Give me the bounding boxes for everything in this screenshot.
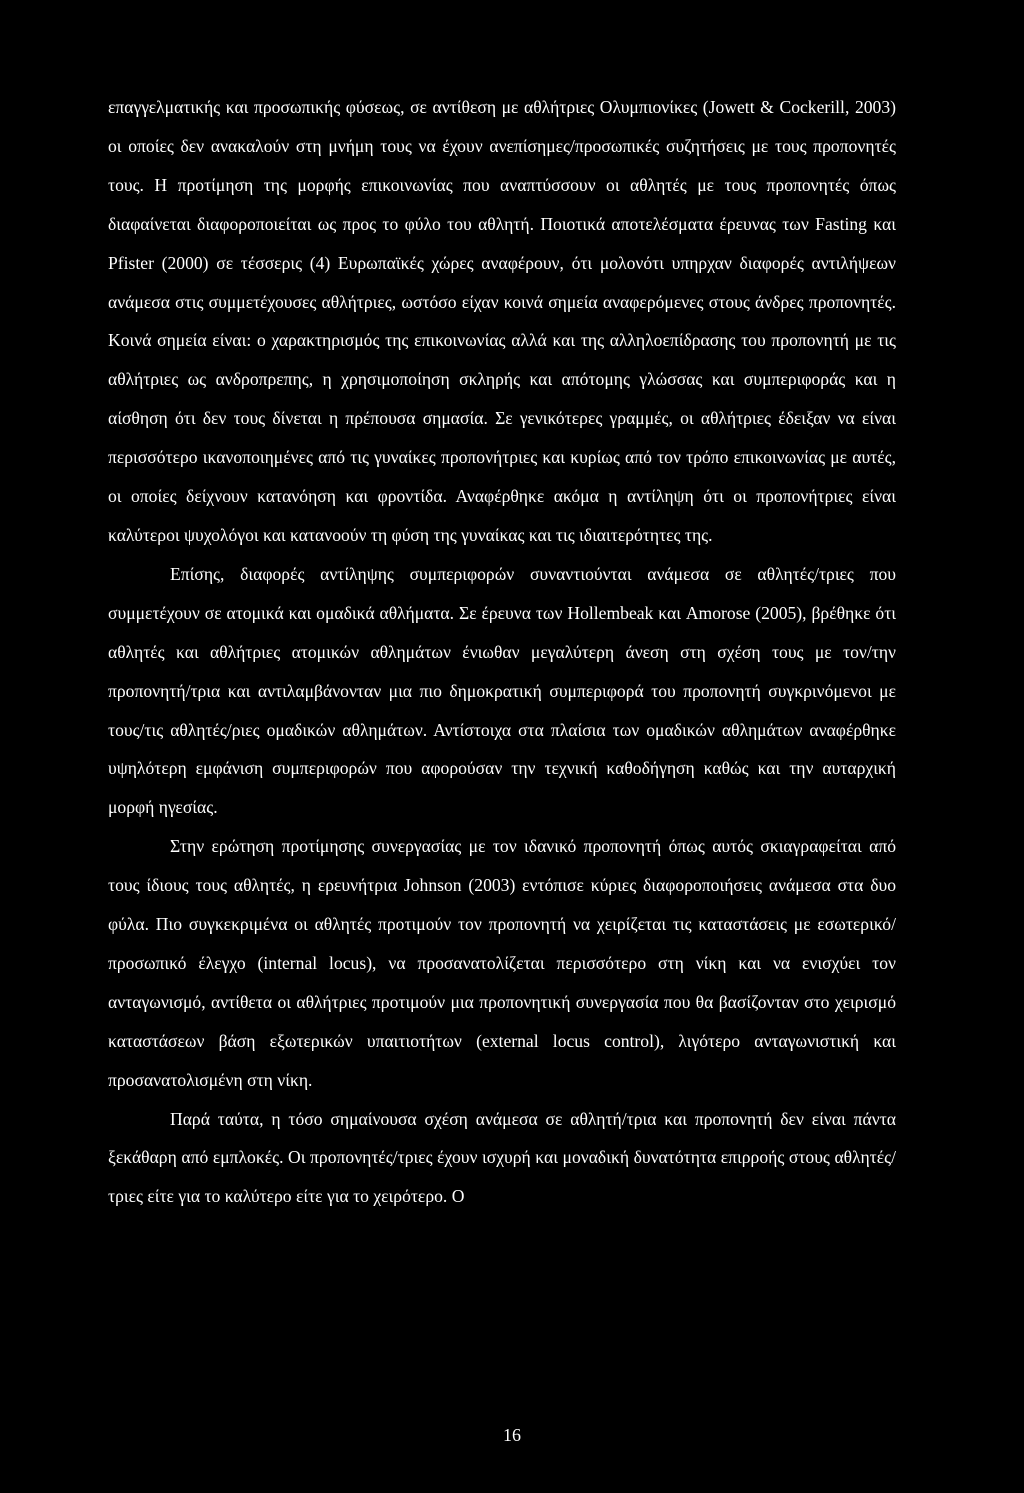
paragraph: Παρά ταύτα, η τόσο σημαίνουσα σχέση ανάμεσα σε αθλητή/τρια και προπονητή δεν είναι πάντα ξεκάθαρη από εμπλοκές. Οι προπονητές/τριες έχουν ισχυρή και μοναδική δυνατότητα επιρροής στους αθλητές/τριες είτε για το καλύτερο είτε για το χειρότερο. Ο bbox=[108, 1108, 896, 1207]
paragraph: Επίσης, διαφορές αντίληψης συμπεριφορών συναντιούνται ανάμεσα σε αθλητές/τριες που συμμετέχουν σε ατομικά και ομαδικά αθλήματα. Σε έρευνα των Hollembeak και Amorose (2005), βρέθηκε ότι αθλητές και αθλήτριες ατομικών αθλημάτων ένιωθαν μεγαλύτερη άνεση στη σχέση τους με τον/την προπονητή/τρια και αντιλαμβάνονταν μια πιο δημοκρατική συμπεριφορά του προπονητή συγκρινόμενοι με τους/τις αθλητές/ριες ομαδικών αθλημάτων. Αντίστοιχα στα πλαίσια των ομαδικών αθλημάτων αναφέρθηκε υψηλότερη εμφάνιση συμπεριφορών που αφορούσαν την τεχνική καθοδήγηση καθώς και την αυταρχική μορφή ηγεσίας. bbox=[108, 563, 896, 818]
paragraph-continued: επαγγελματικής και προσωπικής φύσεως, σε αντίθεση με αθλήτριες Ολυμπιονίκες (Jowett & Cockerill, 2003) οι οποίες δεν ανακαλούν στη μνήμη τους να έχουν ανεπίσημες/προσωπικές συζητήσεις με τους προπονητές τους. Η προτίμηση της μορφής επικοινωνίας που αναπτύσσουν οι αθλητές με τους προπονητές όπως διαφαίνεται διαφοροποιείται ως προς το φύλο του αθλητή. Ποιοτικά αποτελέσματα έρευνας των Fasting και Pfister (2000) σε τέσσερις (4) Ευρωπαϊκές χώρες αναφέρουν, ότι μολονότι υπηρχαν διαφορές αντιλήψεων ανάμεσα στις συμμετέχουσες αθλήτριες, ωστόσο είχαν κοινά σημεία αναφερόμενες στους άνδρες προπονητές. Κοινά σημεία είναι: ο χαρακτηρισμός της επικοινωνίας αλλά και της αλληλοεπίδρασης του προπονητή με τις αθλήτριες ως ανδροπρεπης, η χρησιμοποίηση σκληρής και απότομης γλώσσας και συμπεριφοράς και η αίσθηση ότι δεν τους δίνεται η πρέπουσα σημασία. Σε γενικότερες γραμμές, οι αθλήτριες έδειξαν να είναι περισσότερο ικανοποιημένες από τις γυναίκες προπονήτριες και κυρίως από τον τρόπο επικοινωνίας με αυτές, οι οποίες δείχνουν κατανόηση και φροντίδα. Αναφέρθηκε ακόμα η αντίληψη ότι οι προπονήτριες είναι καλύτεροι ψυχολόγοι και κατανοούν τη φύση της γυναίκας και τις ιδιαιτερότητες της. bbox=[108, 97, 896, 545]
page-number: 16 bbox=[503, 1425, 521, 1445]
body-text bbox=[108, 88, 896, 1216]
paragraph: Στην ερώτηση προτίμησης συνεργασίας με τον ιδανικό προπονητή όπως αυτός σκιαγραφείται από τους ίδιους τους αθλητές, η ερευνήτρια Johnson (2003) εντόπισε κύριες διαφοροποιήσεις ανάμεσα στα δυο φύλα. Πιο συγκεκριμένα οι αθλητές προτιμούν τον προπονητή να χειρίζεται τις καταστάσεις με εσωτερικό/προσωπικό έλεγχο (internal locus), να προσανατολίζεται περισσότερο στη νίκη και να ενισχύει τον ανταγωνισμό, αντίθετα οι αθλήτριες προτιμούν μια προπονητική συνεργασία που θα βασίζονταν στο χειρισμό καταστάσεων βάση εξωτερικών υπαιτιοτήτων (external locus control), λιγότερο ανταγωνιστική και προσανατολισμένη στη νίκη. bbox=[108, 836, 896, 1090]
